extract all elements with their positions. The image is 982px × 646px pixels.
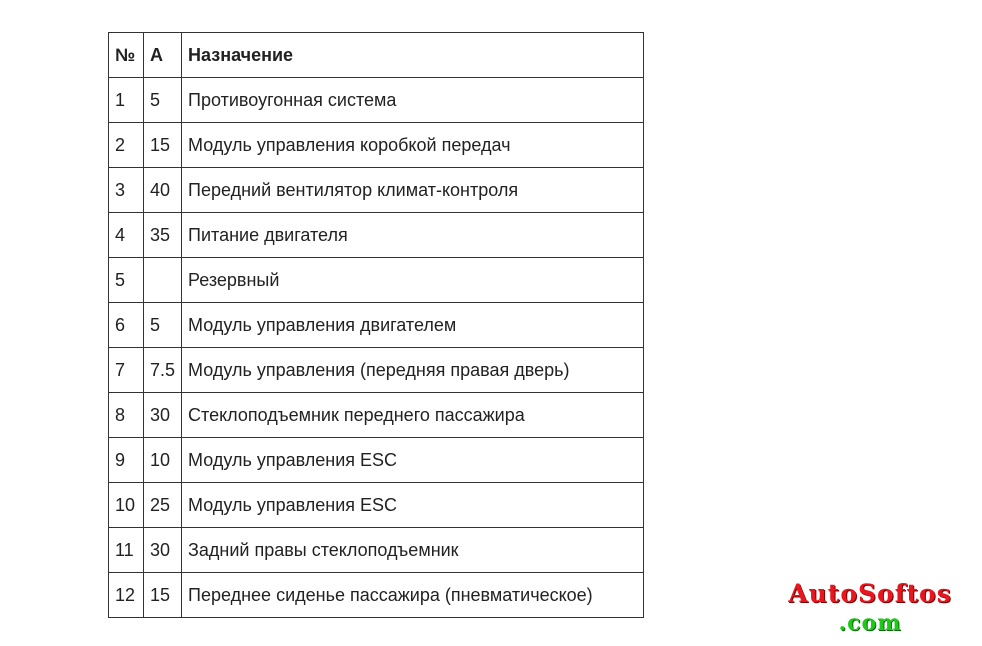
table-body <box>109 78 644 618</box>
table-row <box>109 348 644 393</box>
cell-purpose: Задний правы стеклоподъемник <box>182 528 644 573</box>
cell-purpose: Модуль управления ESC <box>182 483 644 528</box>
header-purpose: Назначение <box>182 33 644 78</box>
cell-purpose: Модуль управления коробкой передач <box>182 123 644 168</box>
cell-number: 4 <box>109 213 144 258</box>
table-header <box>109 33 644 78</box>
cell-purpose: Модуль управления (передняя правая дверь) <box>182 348 644 393</box>
site-watermark <box>770 578 970 636</box>
cell-number: 2 <box>109 123 144 168</box>
table-row <box>109 213 644 258</box>
table-row <box>109 168 644 213</box>
cell-number: 10 <box>109 483 144 528</box>
table-row <box>109 528 644 573</box>
cell-number: 8 <box>109 393 144 438</box>
cell-amperage: 5 <box>144 78 182 123</box>
cell-number: 5 <box>109 258 144 303</box>
table-row <box>109 483 644 528</box>
cell-purpose: Переднее сиденье пассажира (пневматическое) <box>182 573 644 618</box>
table-row <box>109 303 644 348</box>
header-number: № <box>109 33 144 78</box>
table-row <box>109 393 644 438</box>
cell-amperage: 7.5 <box>144 348 182 393</box>
cell-amperage: 25 <box>144 483 182 528</box>
watermark-domain: .com <box>838 610 902 636</box>
cell-amperage: 30 <box>144 393 182 438</box>
cell-amperage: 10 <box>144 438 182 483</box>
watermark-brand: AutoSoftos <box>788 579 952 608</box>
cell-purpose: Противоугонная система <box>182 78 644 123</box>
cell-amperage: 5 <box>144 303 182 348</box>
cell-number: 9 <box>109 438 144 483</box>
table-row <box>109 438 644 483</box>
fuse-table <box>108 32 644 618</box>
cell-number: 6 <box>109 303 144 348</box>
cell-amperage: 40 <box>144 168 182 213</box>
cell-number: 12 <box>109 573 144 618</box>
cell-purpose: Модуль управления ESC <box>182 438 644 483</box>
table-row <box>109 258 644 303</box>
cell-number: 7 <box>109 348 144 393</box>
cell-purpose: Резервный <box>182 258 644 303</box>
cell-purpose: Модуль управления двигателем <box>182 303 644 348</box>
cell-amperage: 15 <box>144 573 182 618</box>
cell-amperage <box>144 258 182 303</box>
table-row <box>109 123 644 168</box>
cell-purpose: Питание двигателя <box>182 213 644 258</box>
table-row <box>109 573 644 618</box>
cell-number: 1 <box>109 78 144 123</box>
cell-amperage: 30 <box>144 528 182 573</box>
header-amperage: A <box>144 33 182 78</box>
cell-number: 3 <box>109 168 144 213</box>
cell-purpose: Передний вентилятор климат-контроля <box>182 168 644 213</box>
cell-number: 11 <box>109 528 144 573</box>
cell-amperage: 35 <box>144 213 182 258</box>
cell-amperage: 15 <box>144 123 182 168</box>
table-header-row <box>109 33 644 78</box>
cell-purpose: Стеклоподъемник переднего пассажира <box>182 393 644 438</box>
table-row <box>109 78 644 123</box>
